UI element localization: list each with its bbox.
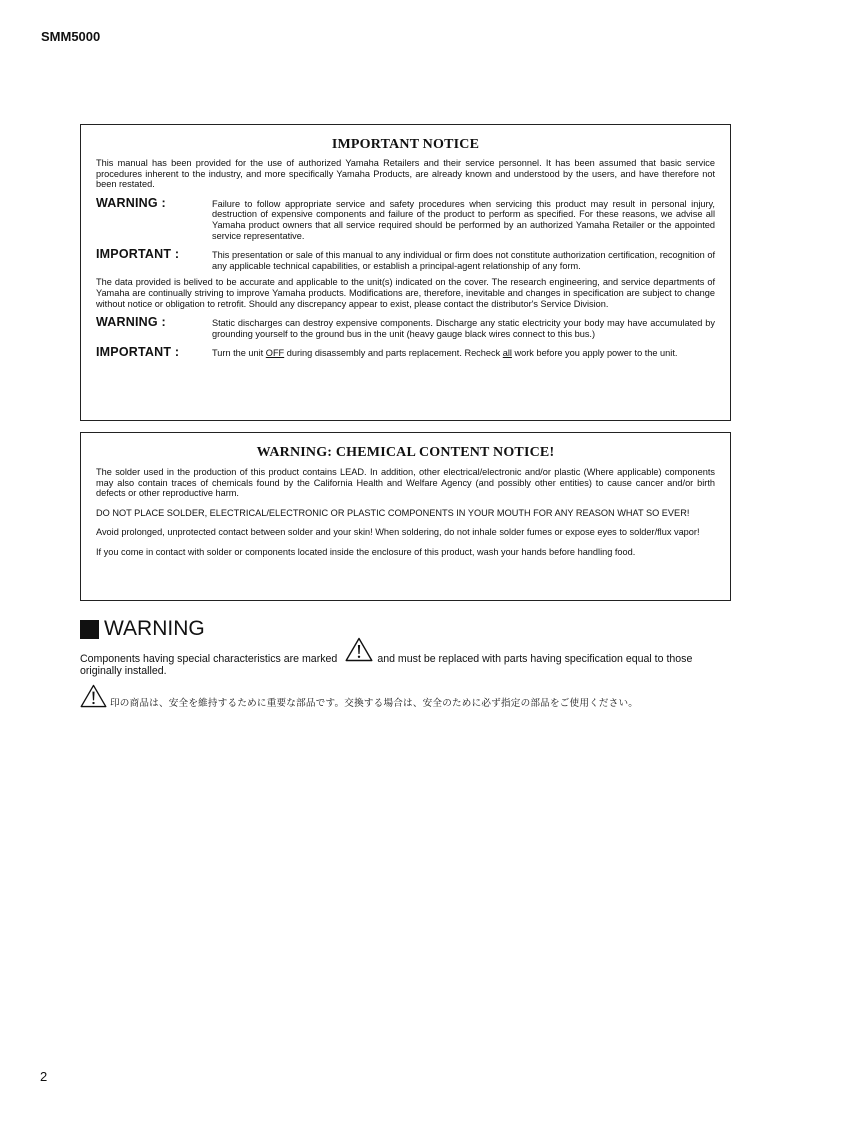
mouth-warning-text: DO NOT PLACE SOLDER, ELECTRICAL/ELECTRONIC OR PLASTIC COMPONENTS IN YOUR MOUTH FOR ANY REASON WHAT SO EVER! bbox=[96, 507, 690, 518]
important-row-1 bbox=[96, 248, 715, 271]
chemical-notice-box bbox=[80, 432, 731, 601]
off-underlined: OFF bbox=[265, 348, 285, 359]
components-text-after: and must be replaced with parts having specification equal to those bbox=[377, 653, 693, 665]
important-notice-box bbox=[80, 124, 731, 421]
japanese-warning bbox=[80, 684, 638, 711]
japanese-warning-text: 印の商品は、安全を維持するために重要な部品です。交換する場合は、安全のために必ず指定の部品をご使用ください。 bbox=[110, 698, 639, 709]
lead-solder-text: The solder used in the production of this product contains LEAD. In addition, other electrical/electronic and/or plastic (Where applicable) components may also contain traces of chemicals found by the California Health and Welfare Agency (and possibly other entities) to cause cancer and/or birth defects or other reproductive harm. bbox=[96, 467, 715, 499]
power-off-text-part: during disassembly and parts replacement. Recheck bbox=[284, 348, 503, 359]
special-components-text bbox=[80, 637, 735, 677]
warning-label: WARNING : bbox=[96, 315, 166, 330]
warning-row-1 bbox=[96, 197, 715, 241]
important-text: This presentation or sale of this manual to any individual or firm does not constitute authorization certification, recognition of any applicable technical capabilities, or establish a principal-agent relationship of any form. bbox=[212, 250, 715, 271]
skin-contact-text: Avoid prolonged, unprotected contact between solder and your skin! When soldering, do not inhale solder fumes or expose eyes to solder/flux vapor! bbox=[96, 527, 700, 538]
notice-intro: This manual has been provided for the use of authorized Yamaha Retailers and their service personnel. It has been assumed that basic service procedures inherent to the industry, and more specifically Yamaha Products, are already known and understood by the users, and have therefore not been restated. bbox=[96, 158, 715, 190]
all-underlined: all bbox=[502, 348, 512, 359]
data-accuracy-text: The data provided is belived to be accurate and applicable to the unit(s) indicated on the cover. The research engineering, and service departments of Yamaha are continually striving to improve Yamaha products. Modifications are, therefore, inevitable and changes in specification are subject to change without notice or obligation to retrofit. Should any discrepancy appear to exist, please contact the distributor's Service Division. bbox=[96, 277, 715, 309]
page-number: 2 bbox=[40, 1069, 48, 1084]
power-off-text bbox=[212, 346, 715, 359]
power-off-text-part: Turn the unit bbox=[212, 348, 266, 359]
model-number: SMM5000 bbox=[41, 29, 101, 44]
components-text-before: Components having special characteristics are marked bbox=[80, 653, 338, 665]
components-text-line2: originally installed. bbox=[80, 664, 167, 677]
black-square-icon bbox=[80, 620, 99, 639]
chemical-notice-title: WARNING: CHEMICAL CONTENT NOTICE! bbox=[256, 445, 555, 460]
important-label: IMPORTANT : bbox=[96, 345, 180, 360]
wash-hands-text: If you come in contact with solder or components located inside the enclosure of this product, wash your hands before handling food. bbox=[96, 546, 636, 557]
warning-text: Failure to follow appropriate service and safety procedures when servicing this product may result in personal injury, destruction of expensive components and failure of the product to perform as specified. For these reasons, we advise all Yamaha product owners that all service required should be performed by an authorized Yamaha Retailer or the appointed service representative. bbox=[212, 198, 715, 241]
warning-title: WARNING bbox=[104, 617, 205, 640]
warning-label: WARNING : bbox=[96, 195, 166, 210]
important-notice-title: IMPORTANT NOTICE bbox=[331, 137, 480, 152]
warning-triangle-icon bbox=[80, 684, 107, 711]
warning-triangle-icon bbox=[345, 637, 373, 666]
important-label: IMPORTANT : bbox=[96, 247, 180, 262]
important-row-2 bbox=[96, 346, 715, 359]
static-warning-text: Static discharges can destroy expensive components. Discharge any static electricity your body may have accumulated by grounding yourself to the ground bus in the unit (heavy gauge black wires connect to this bus.) bbox=[212, 318, 715, 339]
power-off-text-part: work before you apply power to the unit. bbox=[511, 348, 678, 359]
warning-row-2 bbox=[96, 316, 715, 339]
